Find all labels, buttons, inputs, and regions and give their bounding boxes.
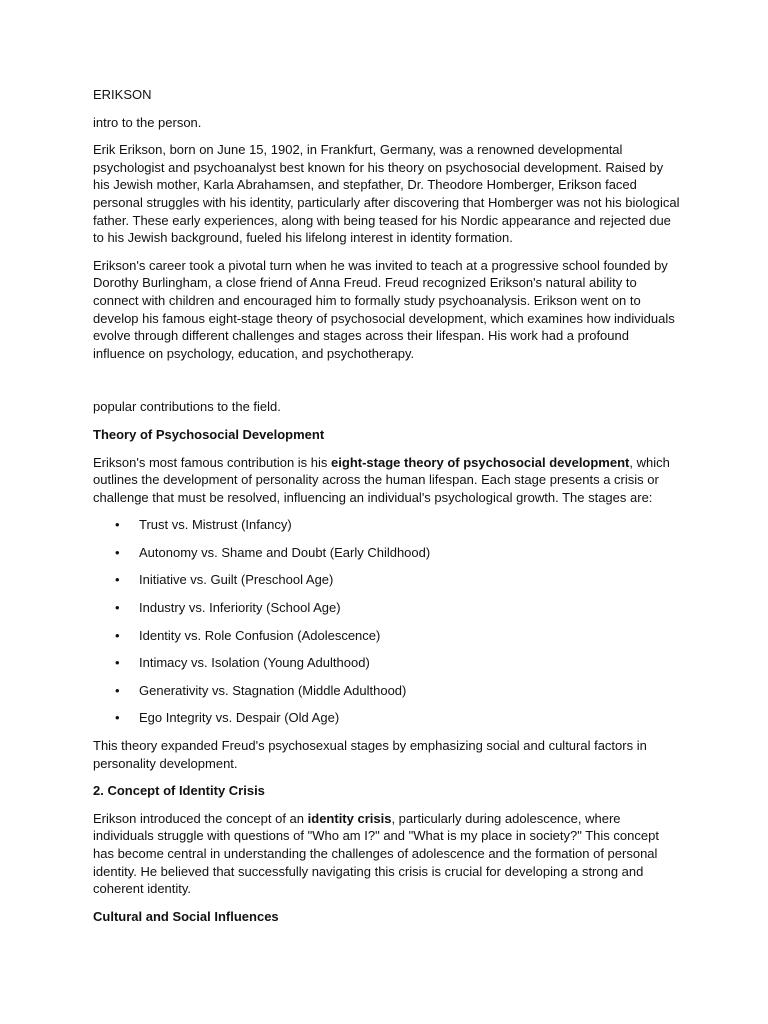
list-item <box>93 709 683 727</box>
stage-label: Autonomy vs. Shame and Doubt (Early Childhood) <box>139 544 431 560</box>
stage-label: Trust vs. Mistrust (Infancy) <box>139 517 292 533</box>
intro-paragraph-1: Erik Erikson, born on June 15, 1902, in Frankfurt, Germany, was a renowned developmental psychologist and psychoanalyst best known for his theory on psychosocial development. Raised by his Jewish mother, Karla Abrahamsen, and stepfather, Dr. Theodore Homberger, Erikson faced personal struggles with his identity, particularly after discovering that Homberger was not his biological father. These early experiences, along with being teased for his Nordic appearance and rejected due to his Jewish background, fueled his lifelong interest in identity formation. <box>93 142 680 246</box>
theory-intro-bold: eight-stage theory of psychosocial development <box>331 454 630 470</box>
blank-gap <box>93 372 683 398</box>
bullet-icon: • <box>115 682 120 698</box>
list-item <box>93 571 683 589</box>
identity-crisis-paragraph <box>93 810 683 898</box>
list-item <box>93 516 683 534</box>
intro-paragraph-2: Erikson's career took a pivotal turn when he was invited to teach at a progressive school founded by Dorothy Burlingham, a close friend of Anna Freud. Freud recognized Erikson's natural ability to connect with children and encouraged him to formally study psychoanalysis. Erikson went on to develop his famous eight-stage theory of psychosocial development, which examines how individuals evolve through different challenges and stages across their lifespan. His work had a profound influence on psychology, education, and psychotherapy. <box>93 257 675 361</box>
theory-intro-after: , which outlines the development of personality across the human lifespan. Each stage presents a crisis or challenge that must be resolved, influencing an individual's psychological growth. The stages are: <box>93 454 670 505</box>
bullet-icon: • <box>115 572 120 588</box>
stage-label: Generativity vs. Stagnation (Middle Adulthood) <box>139 682 407 698</box>
intro-heading: intro to the person. <box>93 114 202 130</box>
theory-intro-before: Erikson's most famous contribution is his <box>93 454 332 470</box>
list-item <box>93 627 683 645</box>
theory-heading: Theory of Psychosocial Development <box>93 426 325 442</box>
bullet-icon: • <box>115 627 120 643</box>
document-title: ERIKSON <box>93 87 152 102</box>
stage-label: Ego Integrity vs. Despair (Old Age) <box>139 710 340 726</box>
stage-label: Industry vs. Inferiority (School Age) <box>139 600 341 616</box>
bullet-icon: • <box>115 600 120 616</box>
list-item <box>93 682 683 700</box>
cultural-heading: Cultural and Social Influences <box>93 908 279 924</box>
stage-label: Identity vs. Role Confusion (Adolescence) <box>139 627 381 643</box>
list-item <box>93 599 683 617</box>
identity-crisis-bold: identity crisis <box>307 810 392 826</box>
identity-crisis-before: Erikson introduced the concept of an <box>93 810 308 826</box>
stages-list <box>93 516 683 727</box>
list-item <box>93 654 683 672</box>
document-page <box>93 86 683 935</box>
list-item <box>93 544 683 562</box>
identity-crisis-heading: 2. Concept of Identity Crisis <box>93 783 265 799</box>
theory-intro-paragraph <box>93 454 683 507</box>
theory-closing-paragraph: This theory expanded Freud's psychosexual stages by emphasizing social and cultural factors in personality development. <box>93 738 647 771</box>
bullet-icon: • <box>115 544 120 560</box>
contributions-heading: popular contributions to the field. <box>93 399 281 415</box>
bullet-icon: • <box>115 710 120 726</box>
stage-label: Intimacy vs. Isolation (Young Adulthood) <box>139 655 370 671</box>
stage-label: Initiative vs. Guilt (Preschool Age) <box>139 572 334 588</box>
bullet-icon: • <box>115 517 120 533</box>
identity-crisis-after: , particularly during adolescence, where individuals struggle with questions of "Who am I?" and "What is my place in society?" This concept has become central in understanding the challenges of adolescence and the formation of personal identity. He believed that successfully navigating this crisis is crucial for developing a strong and coherent identity. <box>93 810 659 897</box>
bullet-icon: • <box>115 655 120 671</box>
